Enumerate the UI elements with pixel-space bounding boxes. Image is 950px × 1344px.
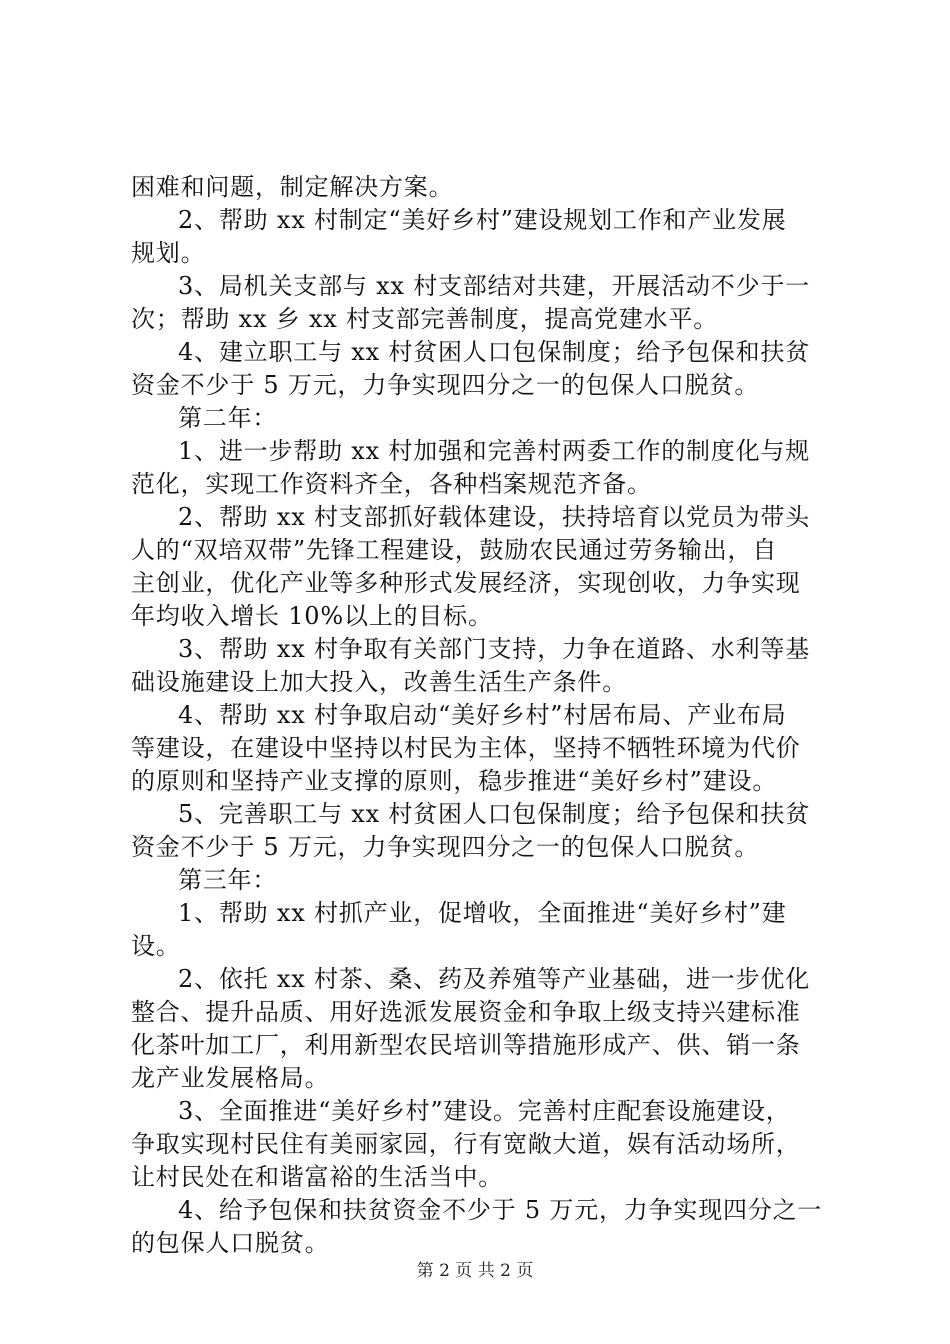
text-line: 的原则和坚持产业支撑的原则，稳步推进“美好乡村”建设。 (131, 767, 778, 795)
text-line: 整合、提升品质、用好选派发展资金和争取上级支持兴建标准 (131, 998, 801, 1026)
text-line: 2、帮助 xx 村制定“美好乡村”建设规划工作和产业发展 (178, 206, 787, 234)
text-line: 化茶叶加工厂，利用新型农民培训等措施形成产、供、销一条 (131, 1031, 801, 1059)
text-line: 1、帮助 xx 村抓产业，促增收，全面推进“美好乡村”建 (178, 899, 787, 927)
text-line: 困难和问题，制定解决方案。 (131, 173, 454, 201)
text-line: 范化，实现工作资料齐全，各种档案规范齐备。 (131, 470, 652, 498)
text-line: 龙产业发展格局。 (131, 1064, 330, 1092)
text-line: 主创业，优化产业等多种形式发展经济，实现创收，力争实现 (131, 569, 801, 597)
page-footer: 第 2 页 共 2 页 (416, 1261, 534, 1281)
text-line: 次；帮助 xx 乡 xx 村支部完善制度，提高党建水平。 (131, 305, 719, 333)
text-line: 4、建立职工与 xx 村贫困人口包保制度；给予包保和扶贫 (178, 338, 810, 366)
text-line: 3、全面推进“美好乡村”建设。完善村庄配套设施建设， (178, 1097, 791, 1125)
section-heading: 第三年： (178, 866, 278, 894)
text-line: 的包保人口脱贫。 (131, 1229, 330, 1257)
text-line: 资金不少于 5 万元，力争实现四分之一的包保人口脱贫。 (131, 371, 760, 399)
text-line: 设。 (131, 932, 181, 960)
text-line: 人的“双培双带”先锋工程建设，鼓励农民通过劳务输出，自 (131, 536, 778, 564)
text-line: 年均收入增长 10%以上的目标。 (131, 602, 493, 630)
text-line: 1、进一步帮助 xx 村加强和完善村两委工作的制度化与规 (178, 437, 810, 465)
text-line: 资金不少于 5 万元，力争实现四分之一的包保人口脱贫。 (131, 833, 760, 861)
text-line: 争取实现村民住有美丽家园，行有宽敞大道，娱有活动场所， (131, 1130, 801, 1158)
text-line: 等建设，在建设中坚持以村民为主体，坚持不牺牲环境为代价 (131, 734, 801, 762)
text-line: 4、帮助 xx 村争取启动“美好乡村”村居布局、产业布局 (178, 701, 787, 729)
text-line: 3、局机关支部与 xx 村支部结对共建，开展活动不少于一 (178, 272, 810, 300)
text-line: 2、帮助 xx 村支部抓好载体建设，扶持培育以党员为带头 (178, 503, 810, 531)
text-line: 础设施建设上加大投入，改善生活生产条件。 (131, 668, 627, 696)
section-heading: 第二年： (178, 404, 278, 432)
text-line: 规划。 (131, 239, 206, 267)
text-line: 4、给予包保和扶贫资金不少于 5 万元，力争实现四分之一 (178, 1196, 823, 1224)
text-line: 3、帮助 xx 村争取有关部门支持，力争在道路、水利等基 (178, 635, 810, 663)
text-line: 让村民处在和谐富裕的生活当中。 (131, 1163, 503, 1191)
text-line: 5、完善职工与 xx 村贫困人口包保制度；给予包保和扶贫 (178, 800, 810, 828)
text-line: 2、依托 xx 村茶、桑、药及养殖等产业基础，进一步优化 (178, 965, 810, 993)
